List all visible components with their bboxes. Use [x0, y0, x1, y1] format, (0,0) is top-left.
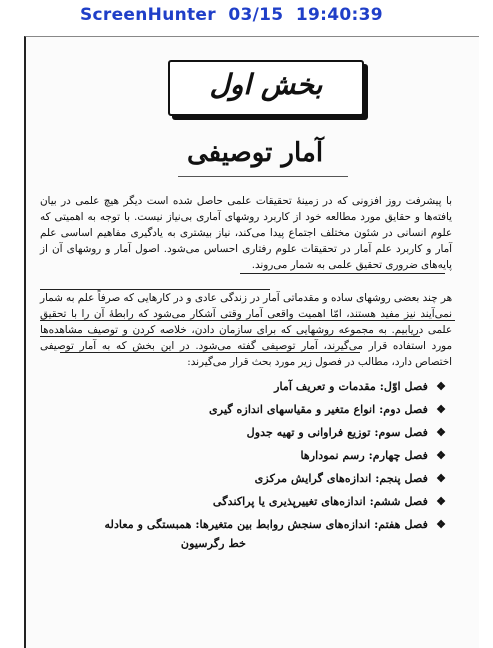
chapter-label: فصل اوّل: مقدمات و تعریف آمار — [274, 379, 428, 393]
chapter-label: فصل دوم: انواع متغیر و مقیاسهای اندازه گیری — [209, 402, 428, 416]
chapter-item — [60, 421, 446, 444]
chapter-item-continuation: خط رگرسیون — [180, 536, 246, 550]
chapter-label: فصل پنجم: اندازه‌های گرایش مرکزی — [254, 471, 428, 485]
chapter-list — [60, 375, 446, 555]
chapter-item — [60, 444, 446, 467]
chapter-item — [60, 467, 446, 490]
part-title-box — [168, 60, 364, 116]
stamp-app: ScreenHunter — [80, 5, 216, 25]
chapter-item — [60, 398, 446, 421]
description-paragraph: هر چند بعضی روشهای ساده و مقدماتی آمار در زندگی عادی و در کارهایی که صرفاً علم به شمار نمی‌آیند نیز مفید هستند، امّا اهمیت واقعی آمار وقتی آشکار می‌شود که رابطهٔ آن را با تحقیق علمی دریابیم. به مجموعه روشهایی که برای سازمان دادن، خلاصه کردن و توصیف مشاهده‌ها مورد استفاده قرار می‌گیرند، آمار توصیفی گفته می‌شود. در این بخش که به آمار توصیفی اختصاص دارد، مطالب در فصول زیر مورد بحث قرار می‌گیرند: — [40, 292, 452, 368]
chapter-label: فصل چهارم: رسم نمودارها — [300, 448, 428, 462]
chapter-label: فصل ششم: اندازه‌های تغییرپذیری یا پراکندگی — [212, 494, 428, 508]
intro-paragraph: با پیشرفت روز افزونی که در زمینهٔ تحقیقات علمی حاصل شده است دیگر هیچ علمی در بیان یافته‌ها و حقایق مورد مطالعه خود از کاربرد روشهای آماری بی‌نیاز نیست. با توجه به اهمیتی که علوم انسانی در شئون مختلف اجتماع پیدا می‌کند، نیاز بیشتری به یادگیری مفاهیم اساسی علم آمار و کاربرد علم آمار در تحقیقات علوم رفتاری احساس می‌شود. اصول آمار و روشهای آن از پایه‌های ضروری تحقیق علمی به شمار می‌روند. — [40, 195, 452, 271]
capture-stamp-bar — [0, 0, 493, 34]
title-underline — [178, 176, 348, 177]
stamp-date: 03/15 — [228, 5, 284, 25]
chapter-item — [60, 375, 446, 398]
handwritten-underline — [40, 336, 420, 337]
diamond-bullet-icon: ❖ — [436, 472, 446, 485]
chapter-label: فصل سوم: توزیع فراوانی و تهیه جدول — [246, 425, 428, 439]
diamond-bullet-icon: ❖ — [436, 403, 446, 416]
diamond-bullet-icon: ❖ — [436, 518, 446, 531]
chapter-title: آمار توصیفی — [186, 138, 324, 168]
diamond-bullet-icon: ❖ — [436, 495, 446, 508]
diamond-bullet-icon: ❖ — [436, 449, 446, 462]
diamond-bullet-icon: ❖ — [436, 426, 446, 439]
stamp-time: 19:40:39 — [295, 5, 383, 25]
chapter-label: فصل هفتم: اندازه‌های سنجش روابط بین متغیرها: همبستگی و معادله — [104, 517, 428, 531]
part-title: بخش اول — [209, 68, 323, 101]
capture-stamp — [80, 5, 383, 25]
chapter-item — [60, 490, 446, 513]
chapter-item — [60, 513, 446, 536]
diamond-bullet-icon: ❖ — [436, 380, 446, 393]
handwritten-underline — [40, 320, 455, 321]
handwritten-underline — [240, 273, 445, 274]
handwritten-underline — [60, 352, 360, 353]
